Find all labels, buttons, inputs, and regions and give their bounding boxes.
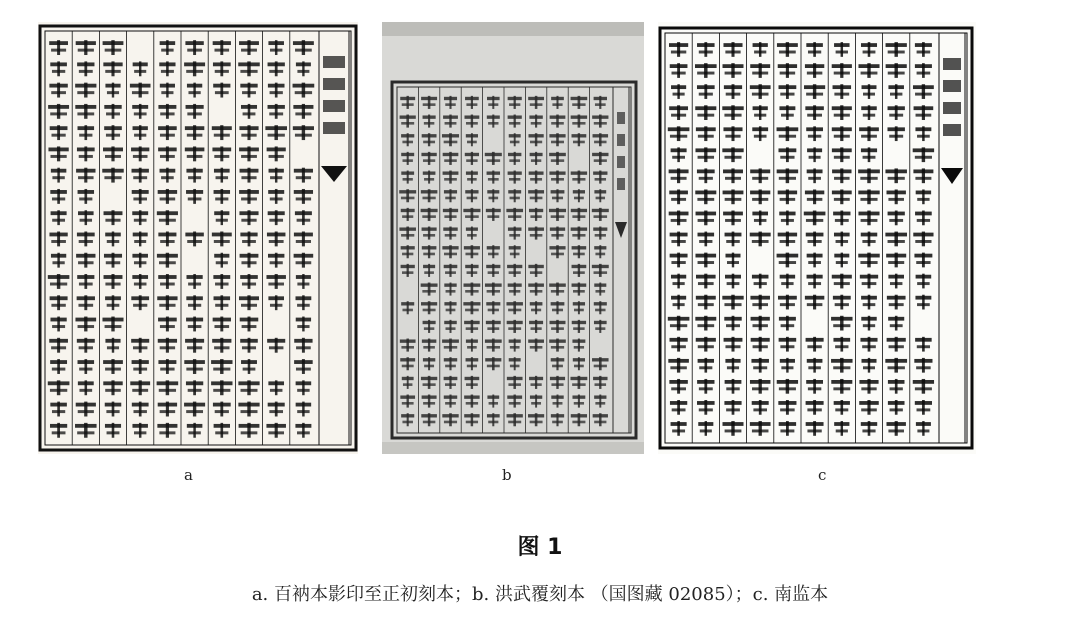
scan-shadow-bottom: [382, 442, 644, 454]
banxin-mark: [617, 134, 625, 146]
woodblock-page-a: [38, 22, 358, 454]
scan-image-a: [38, 22, 358, 454]
banxin-mark: [943, 124, 961, 136]
woodblock-page-c: [658, 22, 976, 454]
figure-title: 图 1: [517, 535, 563, 560]
subfigure-label-c: c: [818, 466, 827, 484]
banxin-mark: [943, 58, 961, 70]
scan-image-b: [382, 22, 644, 454]
banxin-mark: [617, 156, 625, 168]
scan-image-c: [658, 22, 976, 454]
banxin-mark: [943, 102, 961, 114]
subfigure-label-b: b: [502, 466, 512, 484]
banxin-mark: [943, 80, 961, 92]
figure-caption: a. 百衲本影印至正初刻本；b. 洪武覆刻本 （国图藏 02085）；c. 南监本: [251, 584, 829, 605]
woodblock-page-b: [382, 22, 644, 454]
subfigure-label-a: a: [184, 466, 193, 484]
banxin-mark: [617, 112, 625, 124]
banxin-mark: [323, 78, 345, 90]
scan-shadow-top: [382, 22, 644, 36]
banxin-mark: [323, 100, 345, 112]
banxin-mark: [323, 56, 345, 68]
banxin-mark: [323, 122, 345, 134]
banxin-mark: [617, 178, 625, 190]
